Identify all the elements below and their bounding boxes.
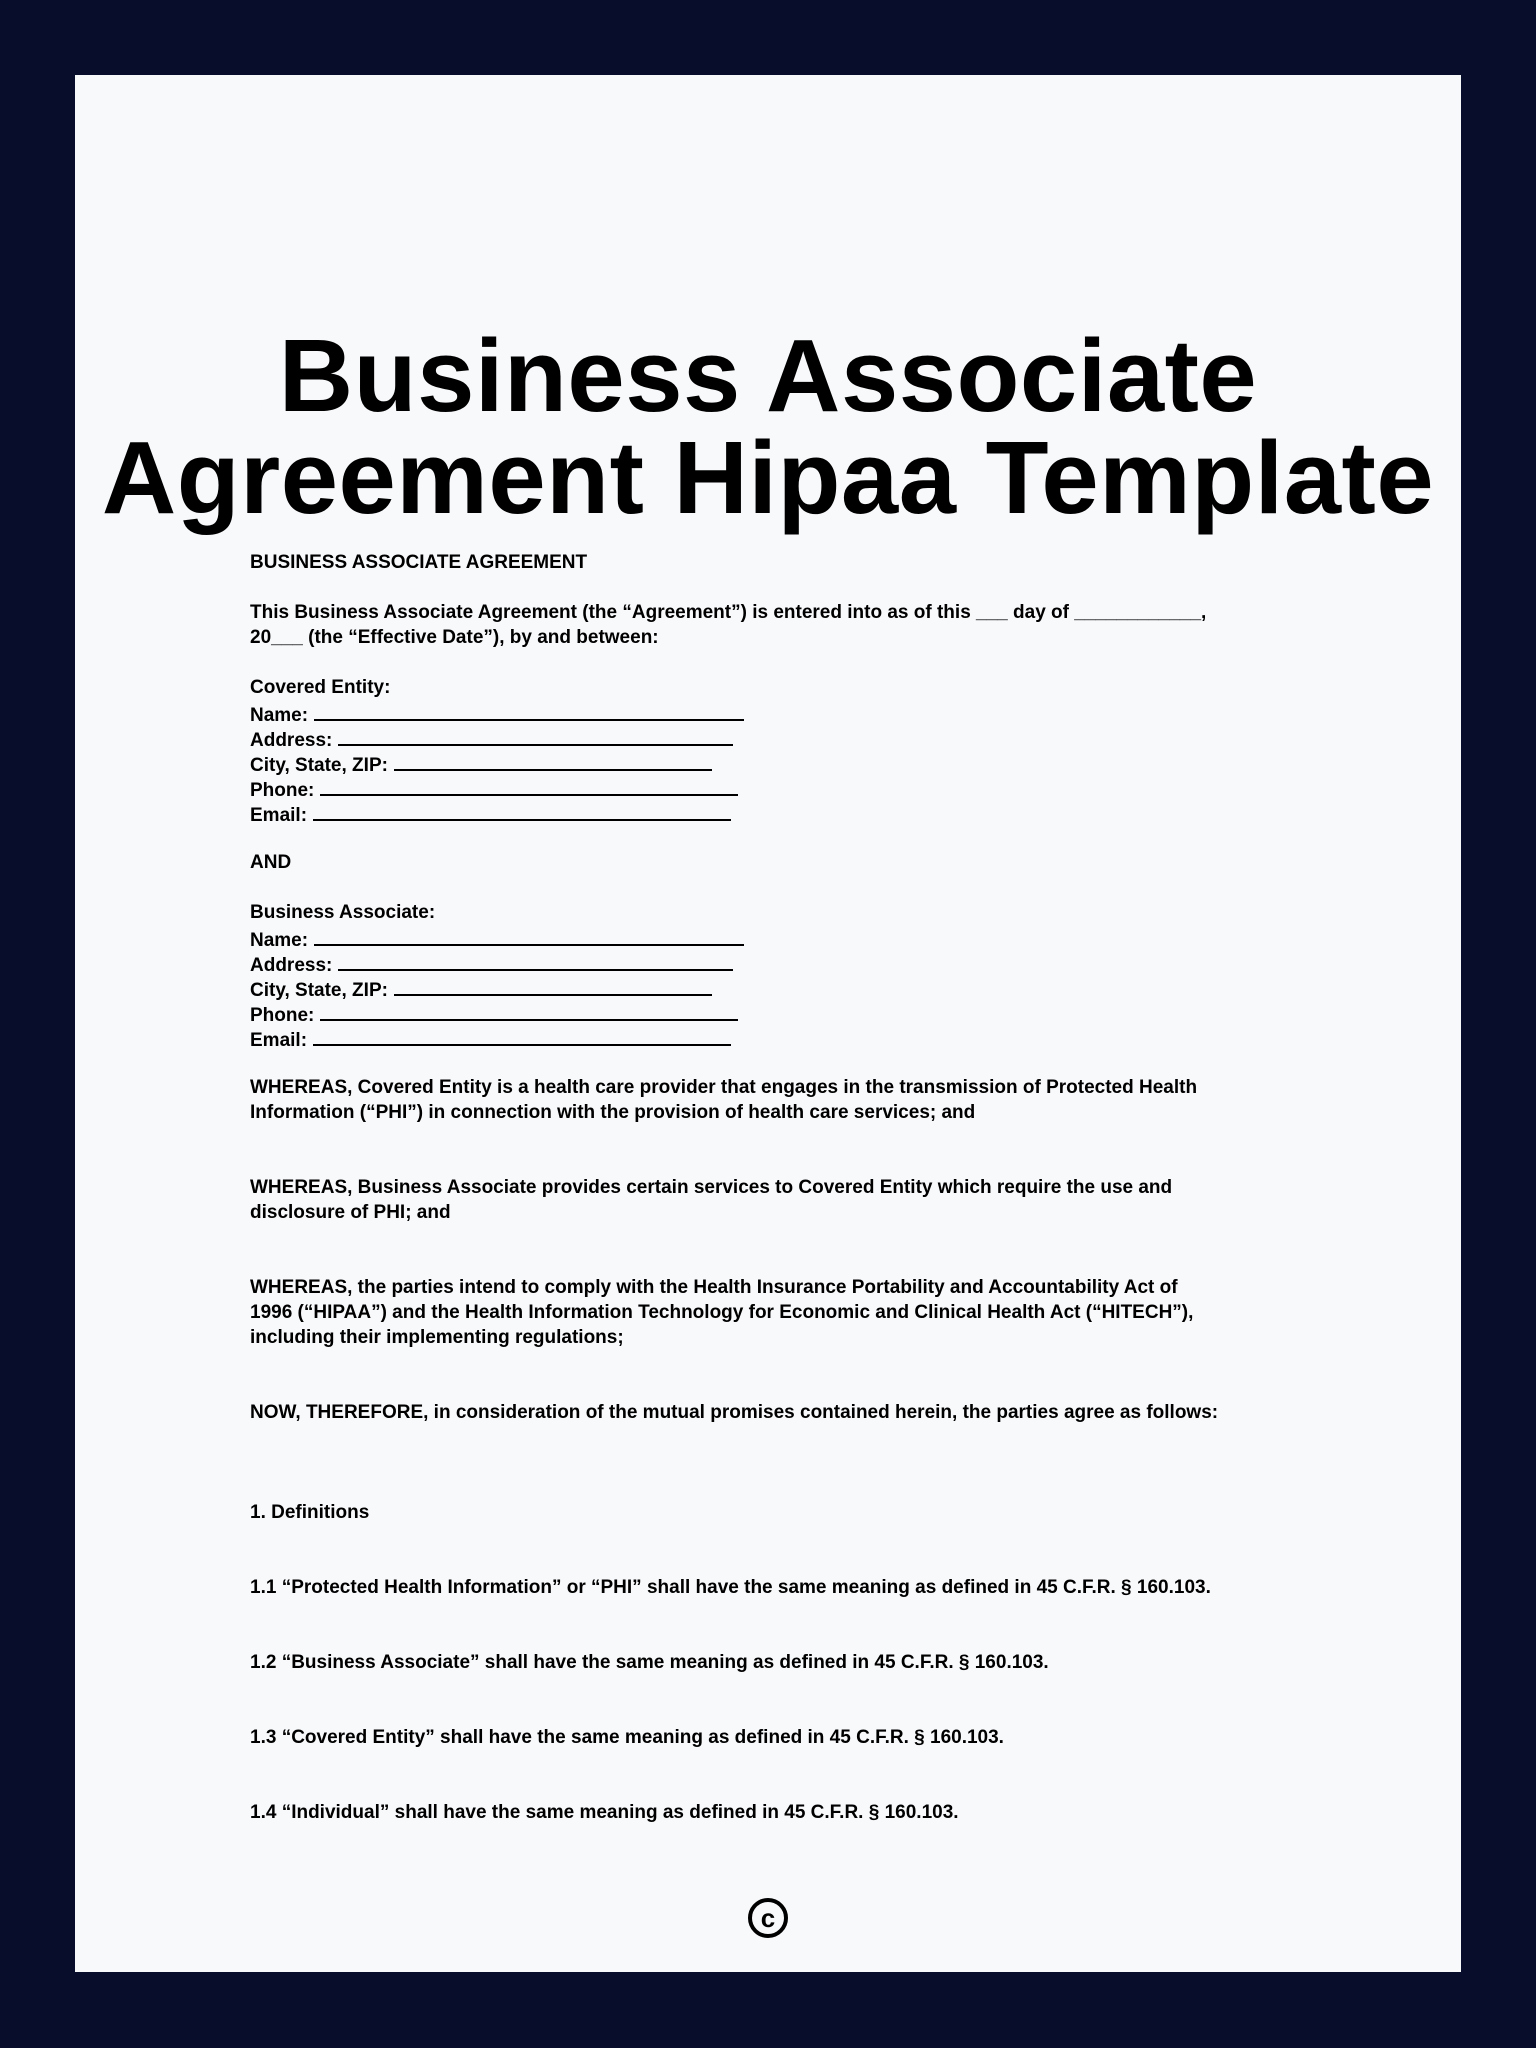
intro-line-1: This Business Associate Agreement (the “Agreement”) is entered into as of this ___ day of ____________, <box>250 602 1207 623</box>
field-label: Email: <box>250 805 308 826</box>
whereas-2-line-1: WHEREAS, Business Associate provides certain services to Covered Entity which require the use and <box>250 1177 1173 1198</box>
whereas-3-line-2: 1996 (“HIPAA”) and the Health Information Technology for Economic and Clinical Health Act (“HITECH”), <box>250 1302 1194 1323</box>
business-associate-phone-field[interactable] <box>250 1000 1370 1025</box>
definition-1-1: 1.1 “Protected Health Information” or “PHI” shall have the same meaning as defined in 45 C.F.R. § 160.103. <box>250 1577 1211 1598</box>
whereas-2-line-2: disclosure of PHI; and <box>250 1202 451 1223</box>
covered-entity-email-field[interactable] <box>250 800 1370 825</box>
field-label: Name: <box>250 930 309 951</box>
field-label: Name: <box>250 705 309 726</box>
definition-1-4: 1.4 “Individual” shall have the same meaning as defined in 45 C.F.R. § 160.103. <box>250 1802 959 1823</box>
whereas-paragraph-2 <box>250 1175 1370 1225</box>
whereas-1-line-2: Information (“PHI”) in connection with the provision of health care services; and <box>250 1102 976 1123</box>
agreement-body <box>250 550 1370 1825</box>
business-associate-name-field[interactable] <box>250 925 1370 950</box>
covered-entity-name-field[interactable] <box>250 700 1370 725</box>
blank-line <box>394 975 712 996</box>
field-label: Email: <box>250 1030 308 1051</box>
blank-line <box>314 700 744 721</box>
field-label: Phone: <box>250 1005 315 1026</box>
document-page <box>75 75 1461 1972</box>
field-label: Phone: <box>250 780 315 801</box>
section-heading-definitions: 1. Definitions <box>250 1502 370 1523</box>
whereas-3-line-1: WHEREAS, the parties intend to comply with the Health Insurance Portability and Accountability Act of <box>250 1277 1178 1298</box>
covered-entity-block <box>250 675 1370 825</box>
agreement-heading: BUSINESS ASSOCIATE AGREEMENT <box>250 552 588 573</box>
and-label: AND <box>250 852 292 873</box>
business-associate-label: Business Associate: <box>250 902 436 923</box>
field-label: Address: <box>250 730 333 751</box>
whereas-3-line-3: including their implementing regulations; <box>250 1327 624 1348</box>
copyright-mark <box>75 1898 1461 1938</box>
blank-line <box>313 800 731 821</box>
whereas-paragraph-3 <box>250 1275 1370 1350</box>
blank-line <box>314 925 744 946</box>
blank-line <box>338 950 733 971</box>
title-line-1: Business Associate <box>278 318 1258 433</box>
definition-1-3: 1.3 “Covered Entity” shall have the same meaning as defined in 45 C.F.R. § 160.103. <box>250 1727 1004 1748</box>
business-associate-city-field[interactable] <box>250 975 1370 1000</box>
whereas-1-line-1: WHEREAS, Covered Entity is a health care provider that engages in the transmission of Protected Health <box>250 1077 1198 1098</box>
covered-entity-label: Covered Entity: <box>250 677 391 698</box>
business-associate-block <box>250 900 1370 1050</box>
intro-line-2: 20___ (the “Effective Date”), by and between: <box>250 627 659 648</box>
now-therefore-paragraph: NOW, THEREFORE, in consideration of the mutual promises contained herein, the parties agree as follows: <box>250 1402 1219 1423</box>
business-associate-email-field[interactable] <box>250 1025 1370 1050</box>
title-line-2: Agreement Hipaa Template <box>101 420 1435 535</box>
whereas-paragraph-1 <box>250 1075 1370 1125</box>
covered-entity-phone-field[interactable] <box>250 775 1370 800</box>
definition-1-2: 1.2 “Business Associate” shall have the same meaning as defined in 45 C.F.R. § 160.103. <box>250 1652 1049 1673</box>
covered-entity-address-field[interactable] <box>250 725 1370 750</box>
covered-entity-city-field[interactable] <box>250 750 1370 775</box>
field-label: City, State, ZIP: <box>250 755 388 776</box>
blank-line <box>394 750 712 771</box>
business-associate-address-field[interactable] <box>250 950 1370 975</box>
copyright-icon: c <box>748 1898 788 1938</box>
blank-line <box>313 1025 731 1046</box>
blank-line <box>338 725 733 746</box>
page-title <box>75 318 1461 535</box>
blank-line <box>320 775 738 796</box>
intro-paragraph <box>250 600 1370 650</box>
blank-line <box>320 1000 738 1021</box>
field-label: Address: <box>250 955 333 976</box>
field-label: City, State, ZIP: <box>250 980 388 1001</box>
